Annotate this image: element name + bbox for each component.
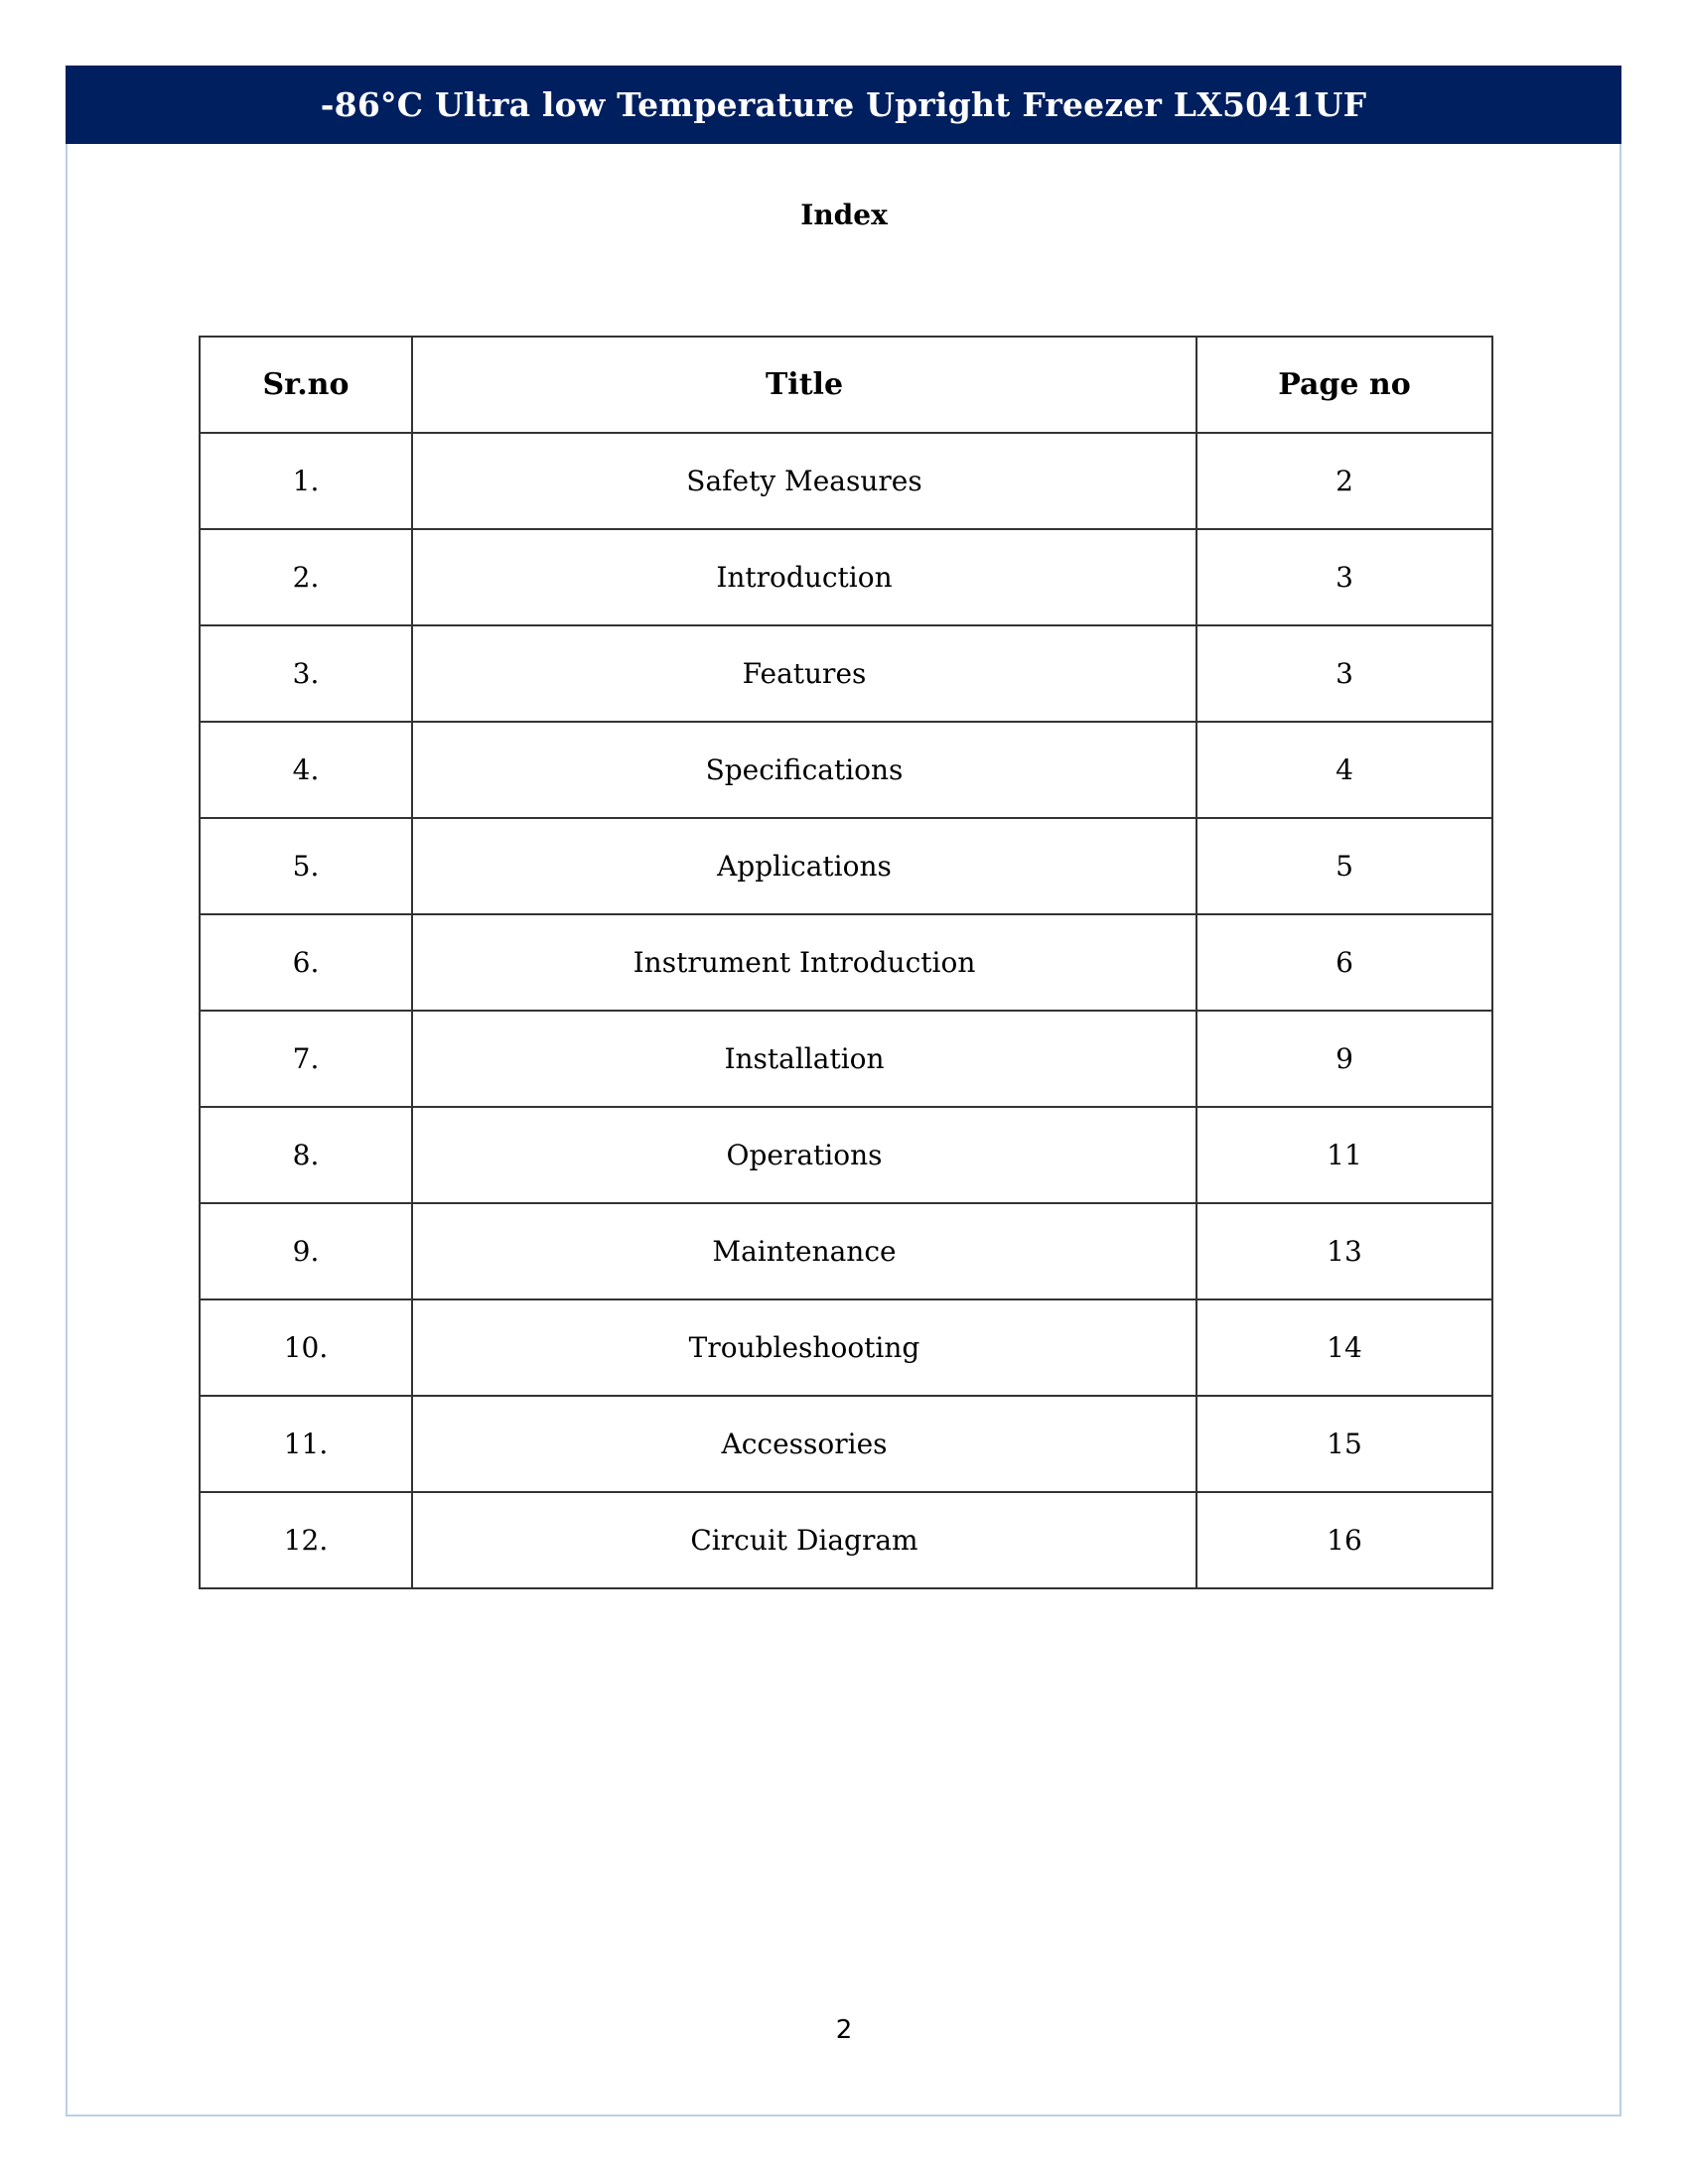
title-cell: Accessories xyxy=(412,1396,1196,1492)
page-no-cell: 15 xyxy=(1196,1396,1492,1492)
title-cell: Circuit Diagram xyxy=(412,1492,1196,1588)
page-no-cell: 4 xyxy=(1196,722,1492,818)
sr-no-cell: 9. xyxy=(200,1203,412,1299)
table-row xyxy=(200,433,1492,529)
page-no-cell: 9 xyxy=(1196,1011,1492,1107)
table-header-row xyxy=(200,337,1492,433)
table-row xyxy=(200,625,1492,722)
table-row xyxy=(200,1396,1492,1492)
page-no-cell: 16 xyxy=(1196,1492,1492,1588)
page-no-cell: 6 xyxy=(1196,914,1492,1011)
table-row xyxy=(200,1107,1492,1203)
sr-no-cell: 2. xyxy=(200,529,412,625)
page-no-cell: 2 xyxy=(1196,433,1492,529)
title-cell: Instrument Introduction xyxy=(412,914,1196,1011)
title-cell: Installation xyxy=(412,1011,1196,1107)
title-cell: Features xyxy=(412,625,1196,722)
table-row xyxy=(200,1203,1492,1299)
sr-no-cell: 5. xyxy=(200,818,412,914)
title-cell: Troubleshooting xyxy=(412,1299,1196,1396)
page-no-cell: 5 xyxy=(1196,818,1492,914)
title-cell: Operations xyxy=(412,1107,1196,1203)
table-row xyxy=(200,1011,1492,1107)
table-row xyxy=(200,529,1492,625)
title-cell: Applications xyxy=(412,818,1196,914)
page-no-cell: 13 xyxy=(1196,1203,1492,1299)
sr-no-cell: 12. xyxy=(200,1492,412,1588)
page-no-cell: 3 xyxy=(1196,529,1492,625)
title-cell: Introduction xyxy=(412,529,1196,625)
sr-no-cell: 10. xyxy=(200,1299,412,1396)
index-heading: Index xyxy=(800,199,888,231)
title-cell: Safety Measures xyxy=(412,433,1196,529)
sr-no-cell: 4. xyxy=(200,722,412,818)
title-cell: Specifications xyxy=(412,722,1196,818)
page-no-cell: 11 xyxy=(1196,1107,1492,1203)
column-header-page-no: Page no xyxy=(1196,337,1492,433)
sr-no-cell: 3. xyxy=(200,625,412,722)
sr-no-cell: 1. xyxy=(200,433,412,529)
table-row xyxy=(200,1492,1492,1588)
table-row xyxy=(200,914,1492,1011)
sr-no-cell: 7. xyxy=(200,1011,412,1107)
sr-no-cell: 11. xyxy=(200,1396,412,1492)
document-header-bar xyxy=(66,66,1621,144)
title-cell: Maintenance xyxy=(412,1203,1196,1299)
sr-no-cell: 8. xyxy=(200,1107,412,1203)
table-row xyxy=(200,722,1492,818)
page-number: 2 xyxy=(835,2015,853,2045)
page-no-cell: 14 xyxy=(1196,1299,1492,1396)
page-no-cell: 3 xyxy=(1196,625,1492,722)
table-row xyxy=(200,818,1492,914)
index-table xyxy=(199,336,1493,1589)
column-header-sr-no: Sr.no xyxy=(200,337,412,433)
table-row xyxy=(200,1299,1492,1396)
document-title: -86°C Ultra low Temperature Upright Freezer LX5041UF xyxy=(320,85,1367,124)
sr-no-cell: 6. xyxy=(200,914,412,1011)
column-header-title: Title xyxy=(412,337,1196,433)
